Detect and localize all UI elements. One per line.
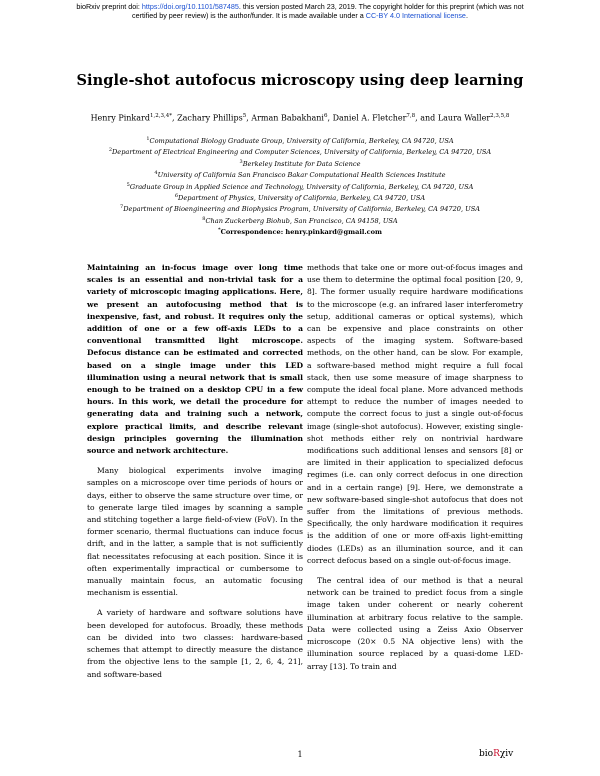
body-paragraph: methods that take one or more out-of-focus images and use them to determine the optimal focal position [20, 9, 8]. The former usually require hardware modifications to the microscope (e.g. an infrared laser interferometry setup, additional cameras or optical systems), which can be expensive and place constraints on other aspects of the imaging system. Software-based methods, on the other hand, can be slow. For example, a software-based method might require a full focal stack, then use some measure of image sharpness to compute the ideal focal plane. More advanced methods attempt to reduce the number of images needed to compute the correct focus to just a single out-of-focus image (single-shot autofocus). However, existing single-shot methods either rely on nontrivial hardware modifications such additional lenses and sensors [8] or are limited in their application to specialized defocus regimes (i.e. can only correct defocus in one direction and in a certain range) [9]. Here, we demonstrate a new software-based single-shot autofocus that does not suffer from the limitations of previous methods. Specifically, the only hardware modification it requires is the addition of one or more off-axis light-emitting diodes (LEDs) as an illumination source, and it can correct defocus based on a single out-of-focus image. xyxy=(307,263,523,565)
affiliation-number: 2 xyxy=(108,147,113,154)
author-affiliation-marker: 1,2,3,4* xyxy=(149,113,172,119)
author-name: Arman Babakhani xyxy=(251,113,324,123)
banner-text: bioRxiv preprint doi: xyxy=(76,2,142,11)
author-separator: , and xyxy=(415,113,438,123)
author-name: Daniel A. Fletcher xyxy=(332,113,407,123)
preprint-banner xyxy=(20,2,580,20)
doi-link[interactable]: https://doi.org/10.1101/587485 xyxy=(141,2,239,11)
author-name: Zachary Phillips xyxy=(177,113,243,123)
author-affiliation-marker: 7,8 xyxy=(406,113,416,119)
author-name: Henry Pinkard xyxy=(90,113,150,123)
author-affiliation-marker: 6 xyxy=(323,113,328,119)
affiliation-number: 8 xyxy=(202,215,206,222)
author-separator: , xyxy=(327,113,333,123)
left-column xyxy=(87,262,303,681)
affiliation xyxy=(40,146,560,157)
affiliation-number: 7 xyxy=(120,204,124,211)
abstract: Maintaining an in-focus image over long time scales is an essential and non-trivial task for a variety of microscopic imaging applications. Here, we present an autofocusing method that is inexpensive, fast, and robust. It requires only the addition of one or a few off-axis LEDs to a conventional transmitted light microscope. Defocus distance can be estimated and corrected based on a single image under this LED illumination using a neural network that is small enough to be trained on a desktop CPU in a few hours. In this work, we detail the procedure for generating data and training such a network, explore practical limits, and describe relevant design principles governing the illumination source and network architecture. xyxy=(87,263,303,456)
author-separator: , xyxy=(246,113,252,123)
affiliation-text: Department of Electrical Engineering and Computer Sciences, University of California, Berkeley, CA 94720, USA xyxy=(112,148,492,157)
affiliation xyxy=(40,135,560,146)
author-affiliation-marker: 5 xyxy=(242,113,247,119)
logo-prefix: bio xyxy=(479,749,494,759)
paper-title: Single-shot autofocus microscopy using deep learning xyxy=(76,72,524,89)
affiliation-text: Berkeley Institute for Data Science xyxy=(242,159,361,168)
affiliation-text: Computational Biology Graduate Group, University of California, Berkeley, CA 94720, USA xyxy=(149,137,454,146)
affiliation-text: Graduate Group in Applied Science and Technology, University of California, Berkeley, CA 94720, USA xyxy=(129,182,474,191)
affiliation-number: 4 xyxy=(154,170,158,177)
affiliation xyxy=(40,158,560,169)
banner-text: . this version posted March 23, 2019. The copyright holder for this preprint (which was not xyxy=(238,2,524,11)
affiliation xyxy=(40,215,560,226)
affiliation-text: University of California San Francisco Bakar Computational Health Sciences Institute xyxy=(157,171,446,180)
affiliation xyxy=(40,169,560,180)
banner-line-1 xyxy=(20,2,580,11)
affiliation xyxy=(40,192,560,203)
affiliation-number: 6 xyxy=(174,192,179,199)
author-separator: , xyxy=(171,113,178,123)
biorxiv-logo xyxy=(479,749,513,759)
author-list xyxy=(0,113,600,123)
affiliation-number: 1 xyxy=(146,136,150,142)
license-link[interactable]: CC-BY 4.0 International license xyxy=(365,11,466,20)
logo-suffix: χiv xyxy=(499,749,514,759)
affiliation-text: Department of Physics, University of California, Berkeley, CA 94720, USA xyxy=(178,194,426,203)
logo-r: R xyxy=(493,749,500,759)
affiliation xyxy=(40,181,560,192)
correspondence-text: Correspondence: henry.pinkard@gmail.com xyxy=(220,228,383,237)
page-number: 1 xyxy=(297,750,303,759)
banner-text: . xyxy=(465,11,468,20)
body-paragraph: The central idea of our method is that a neural network can be trained to predict focus from a single image taken under coherent or nearly coherent illumination at arbitrary focus relative to the sample. Data were collected using a Zeiss Axio Observer microscope (20× 0.5 NA objective lens) with the illumination source replaced by a quasi-dome LED-array [13]. To train and xyxy=(307,576,523,671)
affiliation-list xyxy=(40,135,560,238)
author-name: Laura Waller xyxy=(437,113,491,123)
affiliation-text: Chan Zuckerberg Biohub, San Francisco, CA 94158, USA xyxy=(205,216,398,225)
affiliation-text: Department of Bioengineering and Biophysics Program, University of California, Berkeley, CA 94720, USA xyxy=(123,205,480,214)
right-column xyxy=(307,262,523,673)
affiliation-number: 5 xyxy=(126,181,130,188)
body-paragraph: Many biological experiments involve imaging samples on a microscope over time periods of hours or days, either to observe the same structure over time, or to generate large tiled images by scanning a sample and stitching together a large field-of-view (FoV). In the former scenario, thermal fluctuations can induce focus drift, and in the latter, a sample that is not sufficiently flat necessitates refocusing at each position. Since it is often experimentally impractical or cumbersome to manually maintain focus, an automatic focusing mechanism is essential. xyxy=(87,466,303,598)
correspondence xyxy=(40,226,560,237)
correspondence-marker: * xyxy=(217,227,221,234)
affiliation-number: 3 xyxy=(239,158,243,165)
body-paragraph: A variety of hardware and software solutions have been developed for autofocus. Broadly, these methods can be divided into two classes: hardware-based schemes that attempt to directly measure the distance from the objective lens to the sample [1, 2, 6, 4, 21], and software-based xyxy=(87,608,303,679)
affiliation xyxy=(40,203,560,214)
banner-text: certified by peer review) is the author/funder. It is made available under a xyxy=(132,11,366,20)
banner-line-2 xyxy=(20,11,580,20)
author-affiliation-marker: 2,3,5,8 xyxy=(490,113,510,119)
